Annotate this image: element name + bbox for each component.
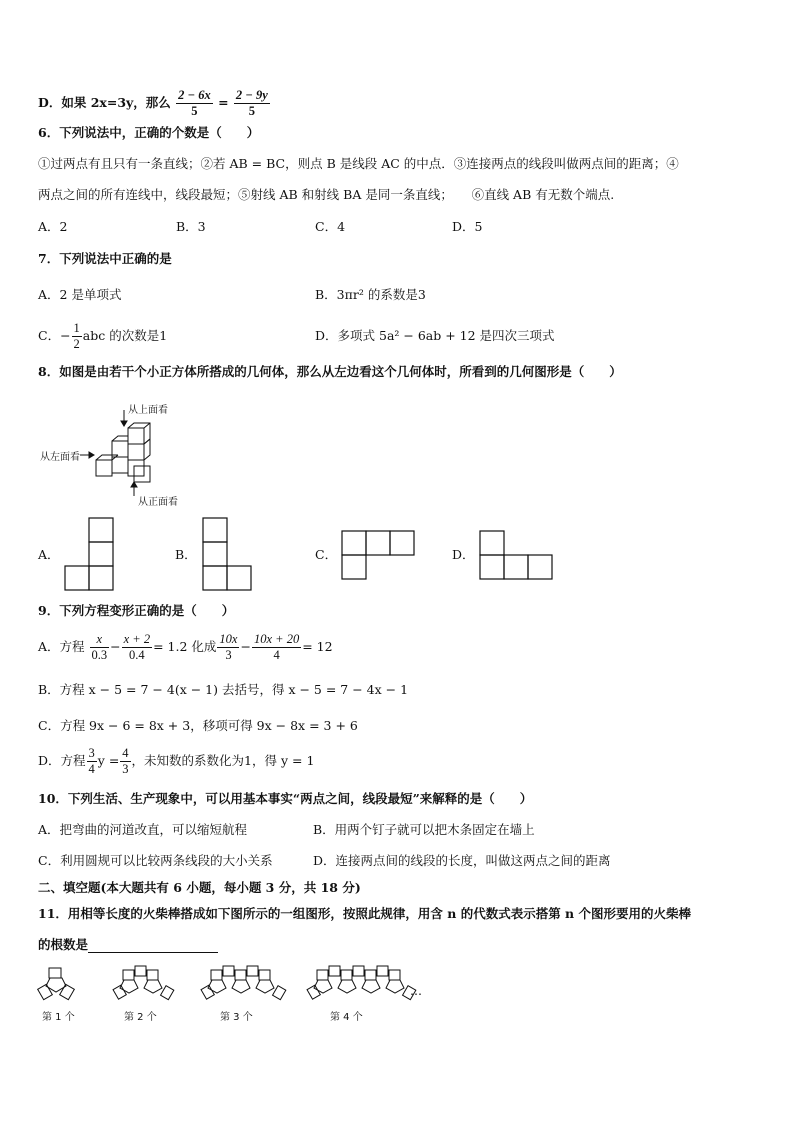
q11-stem2-text: 的根数是 [38, 937, 89, 952]
q9a-n1: x [90, 632, 110, 648]
q11-caption-4: 第 4 个 [330, 1012, 363, 1023]
q9a-middle: = 1.2 化成 [153, 639, 217, 654]
q9d-suffix: ，未知数的系数化为1，得 y = 1 [131, 753, 315, 768]
q9a-n4: 10x + 20 [253, 632, 300, 646]
q5d-eq: = [218, 95, 229, 110]
q9d-d2: 3 [122, 762, 129, 776]
q9d-prefix: D．方程 [38, 753, 86, 768]
q9a-prefix: A．方程 [38, 639, 85, 654]
q8-label-left-view: 从左面看 [40, 452, 80, 463]
q8-option-a-label: A． [38, 547, 60, 562]
q10-stem: 10．下列生活、生产现象中，可以用基本事实“两点之间，线段最短”来解释的是（ ） [38, 791, 533, 806]
q7c-prefix: C．− [38, 328, 71, 343]
q11-caption-2: 第 2 个 [124, 1012, 157, 1023]
q11-figure-2 [113, 966, 174, 1000]
q9d-n2: 4 [122, 746, 129, 760]
section-2-heading: 二、填空题(本大题共有 6 小题，每小题 3 分，共 18 分) [38, 880, 361, 895]
q10-option-b: B．用两个钉子就可以把木条固定在墙上 [313, 822, 535, 837]
q8-option-b-label: B． [175, 547, 197, 562]
q5d-num2: 2 − 9y [235, 88, 268, 102]
q11-caption-3: 第 3 个 [220, 1012, 253, 1023]
q10-option-d: D．连接两点间的线段的长度，叫做这两点之间的距离 [313, 853, 611, 868]
q7c-suffix: abc 的次数是1 [82, 328, 168, 343]
q10-option-a: A．把弯曲的河道改直，可以缩短航程 [38, 822, 248, 837]
q8-option-c-label: C． [315, 547, 338, 562]
q9a-d3: 3 [225, 648, 232, 662]
q9a-d4: 4 [273, 648, 280, 662]
q5d-label: D．如果 2x=3y，那么 [38, 95, 171, 110]
q7c-num: 1 [73, 321, 80, 335]
q6-stem: 6．下列说法中，正确的个数是（ ） [38, 125, 260, 140]
q9a-n3: 10x [219, 632, 238, 646]
q8-stem: 8．如图是由若干个小正方体所搭成的几何体，那么从左边看这个几何体时，所看到的几何图形是（ ） [38, 364, 622, 379]
q6-option-a: A．2 [38, 219, 68, 234]
q5d-den2: 5 [248, 104, 255, 118]
q5d-num1: 2 − 6x [178, 88, 211, 102]
q11-stem-line1: 11．用相等长度的火柴棒搭成如下图所示的一组图形，按照此规律，用含 n 的代数式表示搭第 n 个图形要用的火柴棒 [38, 906, 691, 921]
q5d-den1: 5 [191, 104, 198, 118]
q6-line1: ①过两点有且只有一条直线；②若 AB = BC，则点 B 是线段 AC 的中点．③连接两点的线段叫做两点间的距离；④ [38, 156, 679, 171]
q9a-d1: 0.3 [91, 648, 108, 662]
q8-label-front-view: 从正面看 [138, 497, 178, 508]
q7-option-b: B．3πr² 的系数是3 [315, 287, 426, 302]
q9d-n1: 3 [88, 746, 95, 760]
q7-option-a: A．2 是单项式 [38, 287, 122, 302]
q9a-suffix: = 12 [302, 639, 333, 654]
q10-option-c: C．利用圆规可以比较两条线段的大小关系 [38, 853, 273, 868]
q6-option-b: B．3 [176, 219, 206, 234]
q11-figure-4 [307, 966, 416, 1000]
q9a-minus1: − [110, 639, 121, 654]
q8-option-d-label: D． [452, 547, 475, 562]
q6-option-d: D．5 [452, 219, 483, 234]
q9d-d1: 4 [88, 762, 95, 776]
q8-label-top-view: 从上面看 [128, 405, 168, 416]
q9-stem: 9．下列方程变形正确的是（ ） [38, 603, 235, 618]
q11-figure-1 [38, 968, 75, 1000]
q9d-mid: y = [97, 753, 120, 768]
q6-line2: 两点之间的所有连线中，线段最短；⑤射线 AB 和射线 BA 是同一条直线； ⑥直线 AB 有无数个端点. [38, 187, 615, 202]
q11-caption-1: 第 1 个 [42, 1012, 75, 1023]
q9a-minus2: − [240, 639, 251, 654]
q9-option-b: B．方程 x − 5 = 7 − 4(x − 1) 去括号，得 x − 5 = 7 − 4x − 1 [38, 682, 409, 697]
q7-option-d: D．多项式 5a² − 6ab + 12 是四次三项式 [315, 328, 555, 343]
q6-option-c: C．4 [315, 219, 346, 234]
q7-stem: 7．下列说法中正确的是 [38, 251, 172, 266]
q9a-n2: x + 2 [123, 632, 151, 646]
q7c-den: 2 [73, 337, 80, 351]
q11-ellipsis: … [410, 984, 422, 998]
q11-figure-3 [201, 966, 286, 1000]
q9a-d2: 0.4 [129, 648, 145, 662]
q9-option-c: C．方程 9x − 6 = 8x + 3，移项可得 9x − 8x = 3 + 6 [38, 718, 358, 733]
